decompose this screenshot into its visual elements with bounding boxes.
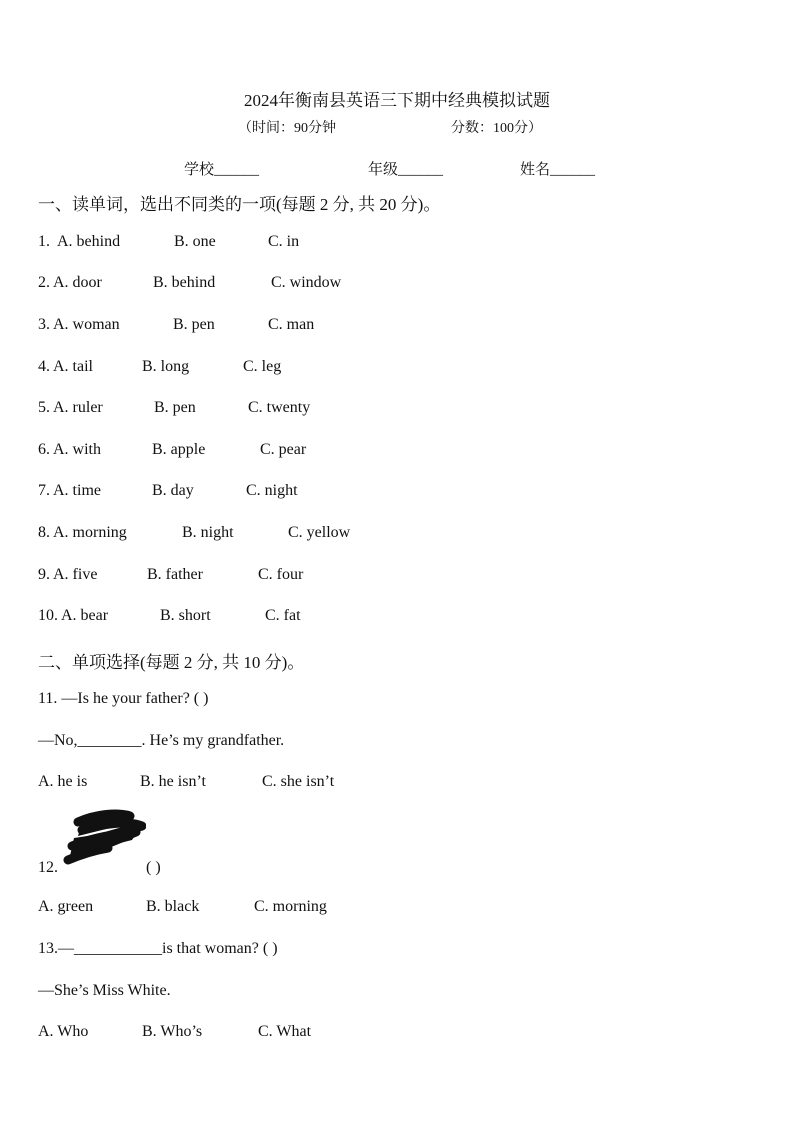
option-b: B. he isn’t: [140, 773, 206, 790]
score-label: 分数：100分）: [451, 121, 542, 136]
option-c: C. morning: [254, 898, 327, 915]
option-c: C. What: [258, 1023, 312, 1040]
option-b: B. short: [160, 607, 211, 624]
option-a: A. tail: [53, 358, 93, 375]
question-7: [38, 482, 438, 504]
q-number: 4.: [38, 358, 50, 375]
q-number: 10.: [38, 607, 58, 624]
question-6: [38, 441, 438, 463]
option-b: B. apple: [152, 441, 206, 458]
option-a: A. morning: [53, 524, 127, 541]
q-number: 3.: [38, 316, 50, 333]
question-4: [38, 358, 438, 380]
option-a: A. behind: [57, 233, 121, 250]
q11-stem: 11. —Is he your father? ( ): [38, 690, 209, 707]
q11-options: [38, 773, 438, 795]
option-b: B. pen: [154, 399, 196, 416]
time-label: （时间：90分钟: [238, 121, 336, 136]
question-9: [38, 566, 438, 588]
option-c: C. window: [271, 274, 342, 291]
name-field: 姓名______: [520, 162, 596, 178]
option-c: C. four: [258, 566, 304, 583]
school-field: 学校______: [184, 162, 260, 178]
option-a: A. green: [38, 898, 94, 915]
option-b: B. night: [182, 524, 234, 541]
q-number: 9.: [38, 566, 50, 583]
q13-options: [38, 1023, 438, 1045]
option-c: C. pear: [260, 441, 307, 458]
question-10: [38, 607, 438, 629]
q-number: 6.: [38, 441, 50, 458]
q-number: 2.: [38, 274, 50, 291]
option-b: B. Who’s: [142, 1023, 203, 1040]
q11-reply: —No,________. He’s my grandfather.: [38, 732, 285, 749]
option-c: C. yellow: [288, 524, 351, 541]
redaction-scribble: [62, 808, 146, 868]
option-b: B. black: [146, 898, 200, 915]
section1-heading: 一、读单词，选出不同类的一项(每题 2 分, 共 20 分)。: [38, 195, 441, 214]
option-c: C. man: [268, 316, 315, 333]
question-1: [38, 233, 438, 255]
section2-heading: 二、单项选择(每题 2 分, 共 10 分)。: [38, 653, 305, 672]
question-3: [38, 316, 438, 338]
option-c: C. night: [246, 482, 298, 499]
option-a: A. five: [53, 566, 98, 583]
option-c: C. twenty: [248, 399, 311, 416]
question-8: [38, 524, 438, 546]
option-a: A. ruler: [53, 399, 103, 416]
page-title: 2024年衡南县英语三下期中经典模拟试题: [244, 91, 550, 110]
option-a: A. he is: [38, 773, 88, 790]
option-a: A. time: [53, 482, 101, 499]
option-a: A. woman: [53, 316, 120, 333]
q13-stem: 13.—___________is that woman? ( ): [38, 940, 278, 957]
option-c: C. fat: [265, 607, 301, 624]
option-c: C. she isn’t: [262, 773, 335, 790]
q-number: 7.: [38, 482, 50, 499]
option-b: B. one: [174, 233, 216, 250]
q12-paren: ( ): [146, 859, 161, 876]
option-a: A. Who: [38, 1023, 89, 1040]
q13-reply: —She’s Miss White.: [38, 982, 171, 999]
option-b: B. behind: [153, 274, 216, 291]
q-number: 8.: [38, 524, 50, 541]
q-number: 5.: [38, 399, 50, 416]
option-a: A. with: [53, 441, 101, 458]
option-c: C. in: [268, 233, 300, 250]
option-a: A. bear: [61, 607, 109, 624]
question-2: [38, 274, 438, 296]
option-a: A. door: [53, 274, 102, 291]
q-number: 1.: [38, 233, 50, 250]
grade-field: 年级______: [368, 162, 444, 178]
q12-stem: 12.: [38, 859, 58, 876]
option-b: B. long: [142, 358, 190, 375]
option-b: B. pen: [173, 316, 215, 333]
option-b: B. father: [147, 566, 203, 583]
question-5: [38, 399, 438, 421]
option-b: B. day: [152, 482, 194, 499]
option-c: C. leg: [243, 358, 282, 375]
q12-options: [38, 898, 438, 920]
